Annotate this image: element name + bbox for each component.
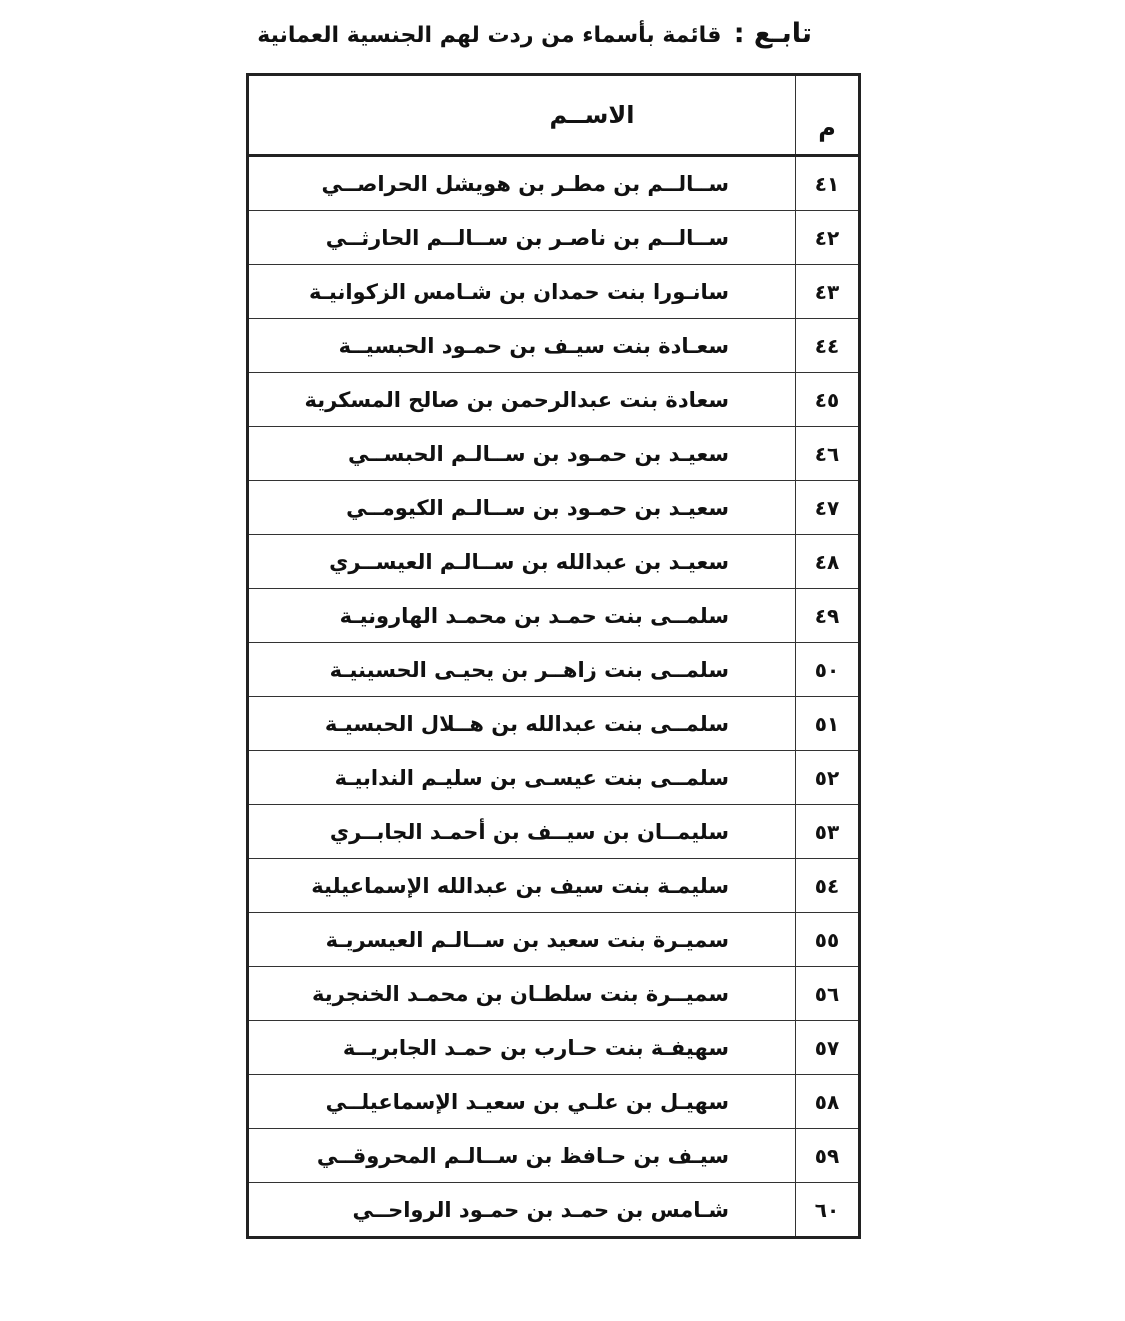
table-row <box>248 156 860 211</box>
table-row <box>248 859 860 913</box>
row-number: ٥٣ <box>796 805 860 859</box>
row-number: ٥٦ <box>796 967 860 1021</box>
row-name: سميــرة بنت سلطـان بن محمـد الخنجرية <box>248 967 796 1021</box>
table-row <box>248 427 860 481</box>
row-number: ٥٩ <box>796 1129 860 1183</box>
table-row <box>248 373 860 427</box>
row-name: سلمــى بنت حمـد بن محمـد الهارونيـة <box>248 589 796 643</box>
table-row <box>248 1021 860 1075</box>
row-name: سلمــى بنت عيسـى بن سليـم الندابيـة <box>248 751 796 805</box>
row-name: ســالــم بن مطـر بن هويشل الحراصــي <box>248 156 796 211</box>
header-name: الاســم <box>248 75 796 156</box>
row-name: شـامس بن حمـد بن حمـود الرواحــي <box>248 1183 796 1238</box>
row-name: سليمـة بنت سيف بن عبدالله الإسماعيلية <box>248 859 796 913</box>
table-row <box>248 211 860 265</box>
table-row <box>248 805 860 859</box>
row-name: سلمــى بنت زاهــر بن يحيـى الحسينيـة <box>248 643 796 697</box>
table-row <box>248 643 860 697</box>
row-name: سهيـل بن علـي بن سعيـد الإسماعيلــي <box>248 1075 796 1129</box>
table-row <box>248 481 860 535</box>
page-title <box>246 18 812 49</box>
row-name: سميـرة بنت سعيد بن ســالـم العيسريـة <box>248 913 796 967</box>
table-row <box>248 967 860 1021</box>
row-number: ٥٨ <box>796 1075 860 1129</box>
row-name: سلمــى بنت عبدالله بن هــلال الحبسيـة <box>248 697 796 751</box>
row-number: ٤٧ <box>796 481 860 535</box>
row-number: ٤٨ <box>796 535 860 589</box>
table-row <box>248 319 860 373</box>
row-number: ٤٣ <box>796 265 860 319</box>
row-name: سليمــان بن سيــف بن أحمـد الجابــري <box>248 805 796 859</box>
row-name: سعيـد بن حمـود بن ســالـم الكيومــي <box>248 481 796 535</box>
row-number: ٤١ <box>796 156 860 211</box>
row-name: ســالــم بن ناصـر بن ســالــم الحارثــي <box>248 211 796 265</box>
row-number: ٥٧ <box>796 1021 860 1075</box>
header-number: م <box>796 75 860 156</box>
row-name: سعيـد بن عبدالله بن ســالـم العيســري <box>248 535 796 589</box>
row-name: سعـادة بنت سيـف بن حمـود الحبسيــة <box>248 319 796 373</box>
row-number: ٦٠ <box>796 1183 860 1238</box>
table-row <box>248 1183 860 1238</box>
table-row <box>248 265 860 319</box>
row-number: ٥٤ <box>796 859 860 913</box>
table-row <box>248 1129 860 1183</box>
table-row <box>248 535 860 589</box>
row-number: ٤٢ <box>796 211 860 265</box>
row-name: سعيـد بن حمـود بن ســالـم الحبســي <box>248 427 796 481</box>
table-row <box>248 697 860 751</box>
row-number: ٥١ <box>796 697 860 751</box>
table-row <box>248 913 860 967</box>
table-row <box>248 751 860 805</box>
row-number: ٥٥ <box>796 913 860 967</box>
table-row <box>248 589 860 643</box>
title-lead: تابـع : <box>733 18 812 49</box>
row-name: سهيفـة بنت حـارب بن حمـد الجابريــة <box>248 1021 796 1075</box>
row-number: ٤٦ <box>796 427 860 481</box>
row-number: ٤٩ <box>796 589 860 643</box>
names-table <box>246 73 861 1239</box>
row-name: سعادة بنت عبدالرحمن بن صالح المسكرية <box>248 373 796 427</box>
row-name: سيـف بن حـافظ بن ســالـم المحروقــي <box>248 1129 796 1183</box>
row-number: ٥٠ <box>796 643 860 697</box>
title-text: قائمة بأسماء من ردت لهم الجنسية العمانية <box>257 23 722 48</box>
row-name: سانـورا بنت حمدان بن شـامس الزكوانيـة <box>248 265 796 319</box>
table-row <box>248 1075 860 1129</box>
row-number: ٤٥ <box>796 373 860 427</box>
table-header-row <box>248 75 860 156</box>
row-number: ٥٢ <box>796 751 860 805</box>
row-number: ٤٤ <box>796 319 860 373</box>
